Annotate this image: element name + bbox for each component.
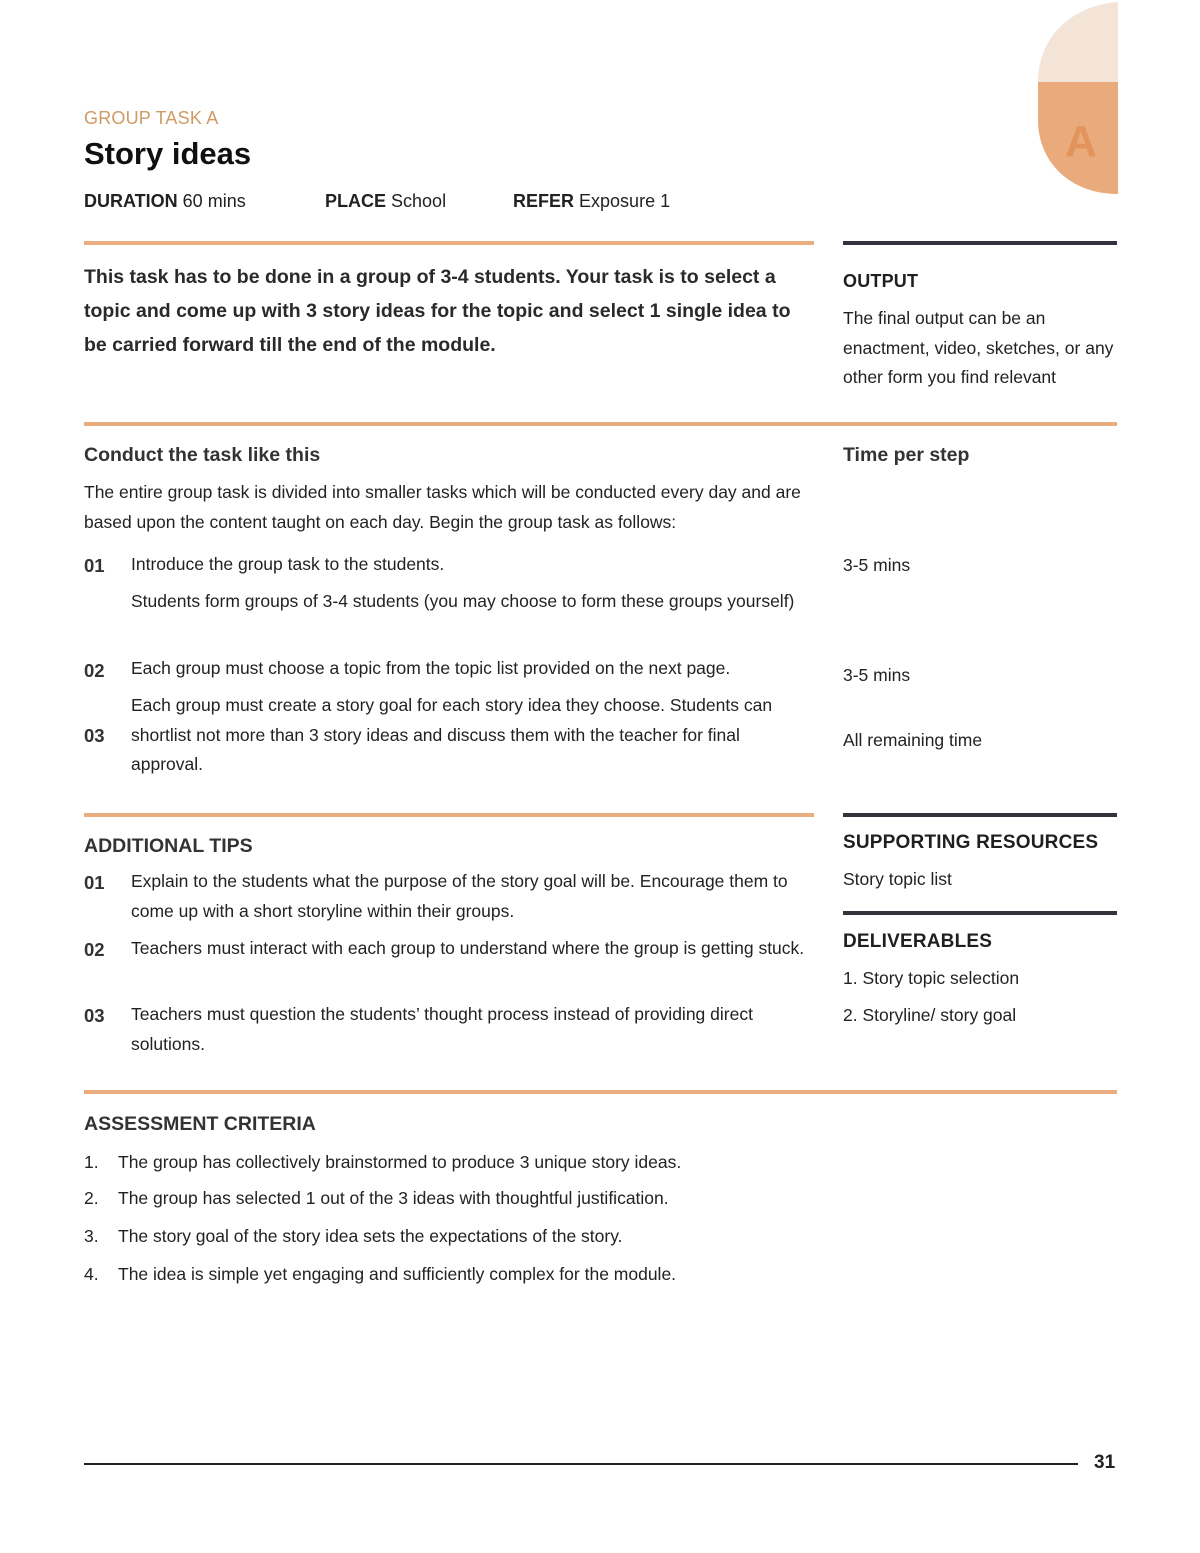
step-number: 02 <box>84 660 105 681</box>
page-title: Story ideas <box>84 136 252 171</box>
assessment-heading: ASSESSMENT CRITERIA <box>84 1113 316 1135</box>
tip-number: 01 <box>84 872 105 893</box>
task-eyebrow: GROUP TASK A <box>84 108 219 128</box>
conduct-description: The entire group task is divided into smaller tasks which will be conducted every day and are based upon the content taught on each day. Begin the group task as follows: <box>84 482 801 532</box>
tip-number: 03 <box>84 1005 105 1026</box>
step-time: 3-5 mins <box>843 555 911 575</box>
divider <box>84 422 1117 426</box>
output-heading: OUTPUT <box>843 271 919 291</box>
step-text: Introduce the group task to the students. <box>131 554 445 574</box>
step-time: All remaining time <box>843 730 983 750</box>
deliverables-heading: DELIVERABLES <box>843 931 993 952</box>
time-per-step-heading: Time per step <box>843 444 970 466</box>
step-time: 3-5 mins <box>843 665 911 685</box>
criterion-number: 2. <box>84 1188 99 1208</box>
output-text: The final output can be an enactment, video, sketches, or any other form you find relevant <box>843 308 1114 387</box>
deliverable-item: 2. Storyline/ story goal <box>843 1005 1017 1025</box>
tip-number: 02 <box>84 939 105 960</box>
criterion-text: The group has collectively brainstormed to produce 3 unique story ideas. <box>118 1152 682 1172</box>
divider <box>84 241 814 245</box>
badge-letter: A <box>1065 117 1097 166</box>
step-text: Each group must choose a topic from the topic list provided on the next page. <box>131 658 731 678</box>
resources-heading: SUPPORTING RESOURCES <box>843 832 1099 853</box>
step-number: 03 <box>84 725 105 746</box>
tip-text: Teachers must interact with each group to understand where the group is getting stuck. <box>131 938 805 958</box>
divider <box>84 813 814 817</box>
criterion-number: 1. <box>84 1152 99 1172</box>
criterion-text: The group has selected 1 out of the 3 ideas with thoughtful justification. <box>118 1188 669 1208</box>
step-text: Students form groups of 3-4 students (you may choose to form these groups yourself) <box>131 591 795 611</box>
criterion-number: 4. <box>84 1264 99 1284</box>
footer-rule <box>84 1463 1078 1465</box>
meta-duration <box>84 191 246 212</box>
page-number: 31 <box>1094 1452 1116 1473</box>
step-text: Each group must create a story goal for each story idea they choose. Students can shortlist not more than 3 story ideas and discuss them with the teacher for final approval. <box>131 695 773 774</box>
divider <box>843 813 1117 817</box>
tip-text: Teachers must question the students’ thought process instead of providing direct solutions. <box>131 1004 753 1054</box>
divider <box>843 911 1117 915</box>
task-intro: This task has to be done in a group of 3-4 students. Your task is to select a topic and come up with 3 story ideas for the topic and select 1 single idea to be carried forward till the end of the module. <box>84 266 791 356</box>
step-number: 01 <box>84 555 105 576</box>
meta-refer <box>513 191 670 212</box>
meta-refer-value: Exposure 1 <box>579 191 671 211</box>
corner-badge <box>1038 0 1120 196</box>
divider <box>843 241 1117 245</box>
tips-heading: ADDITIONAL TIPS <box>84 835 253 857</box>
meta-place-label: PLACE <box>325 191 387 211</box>
divider <box>84 1090 1117 1094</box>
criterion-number: 3. <box>84 1226 99 1246</box>
meta-place-value: School <box>391 191 447 211</box>
meta-duration-label: DURATION <box>84 191 178 211</box>
resource-item: Story topic list <box>843 869 952 889</box>
meta-duration-value: 60 mins <box>182 191 246 211</box>
deliverable-item: 1. Story topic selection <box>843 968 1020 988</box>
meta-refer-label: REFER <box>513 191 575 211</box>
tip-text: Explain to the students what the purpose of the story goal will be. Encourage them to come up with a short storyline within their groups. <box>131 871 788 921</box>
criterion-text: The idea is simple yet engaging and sufficiently complex for the module. <box>118 1264 677 1284</box>
conduct-heading: Conduct the task like this <box>84 444 321 466</box>
meta-place <box>325 191 446 212</box>
criterion-text: The story goal of the story idea sets the expectations of the story. <box>118 1226 623 1246</box>
leaf-shape-icon <box>1038 0 1120 196</box>
